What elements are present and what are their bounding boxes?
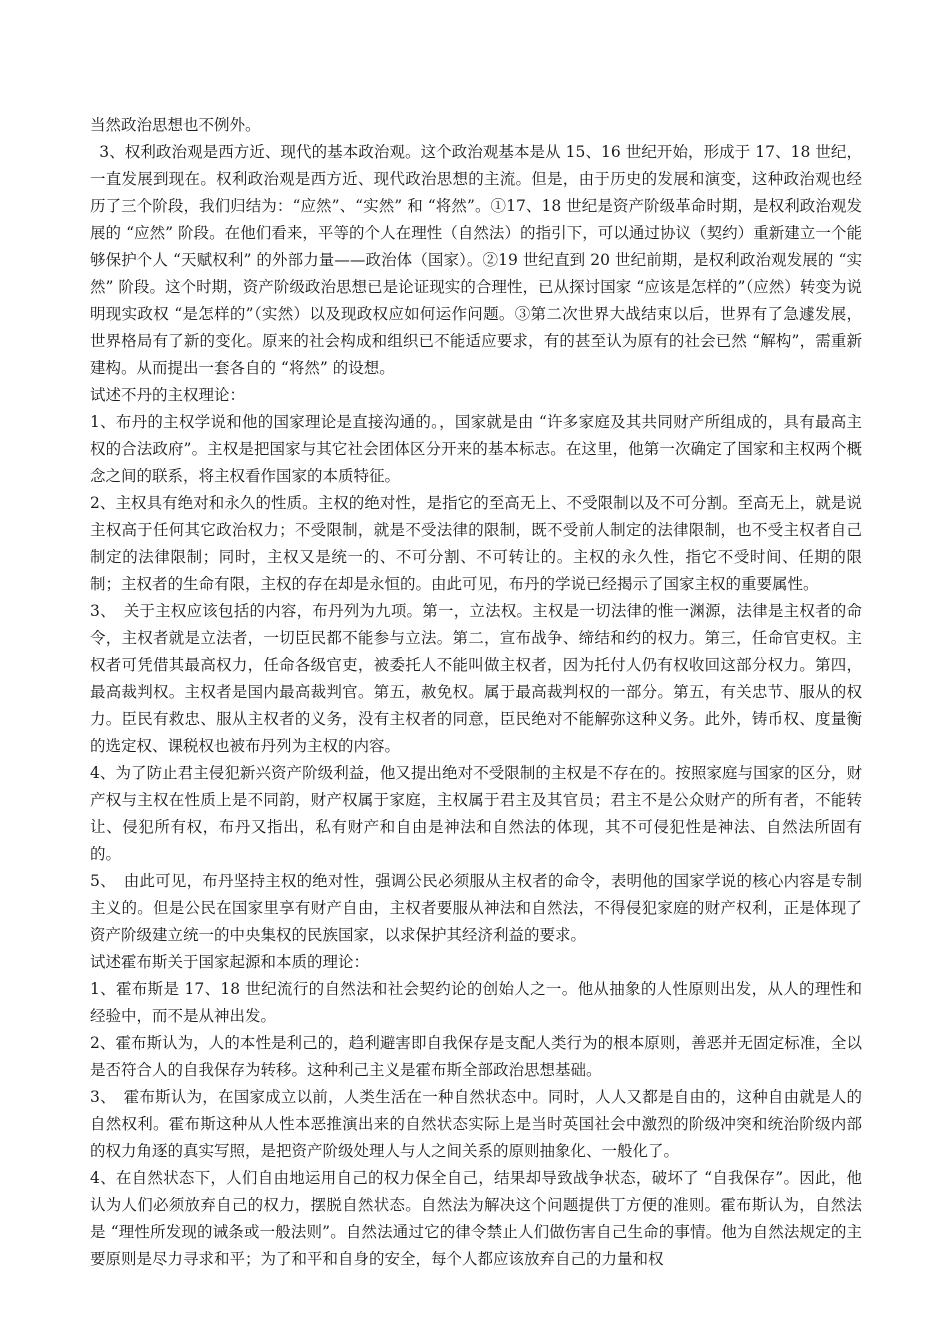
paragraph-bodin-point-2: 2、主权具有绝对和永久的性质。主权的绝对性，是指它的至高无上、不受限制以及不可分割。至高无上，就是说主权高于任何其它政治权力；不受限制，就是不受法律的限制，既不受前人制定的法律限制，也不受主权者自己制定的法律限制；同时，主权又是统一的、不可分割、不可转让的。主权的永久性，指它不受时间、任期的限制；主权者的生命有限，主权的存在却是永恒的。由此可见，布丹的学说已经揭示了国家主权的重要属性。 bbox=[90, 494, 862, 593]
paragraph-bodin-point-5: 5、 由此可见，布丹坚持主权的绝对性，强调公民必须服从主权者的命令，表明他的国家学说的核心内容是专制主义的。但是公民在国家里享有财产自由，主权者要服从神法和自然法，不得侵犯家庭的财产权利，正是体现了资产阶级建立统一的中央集权的民族国家，以求保护其经济利益的要求。 bbox=[90, 872, 862, 944]
paragraph-hobbes-point-1: 1、霍布斯是 17、18 世纪流行的自然法和社会契约论的创始人之一。他从抽象的人性原则出发，从人的理性和经验中，而不是从神出发。 bbox=[90, 980, 862, 1025]
section-heading-bodin-sovereignty: 试述不丹的主权理论： bbox=[90, 386, 246, 404]
paragraph-hobbes-point-3: 3、 霍布斯认为，在国家成立以前，人类生活在一种自然状态中。同时，人人又都是自由的，这种自由就是人的自然权利。霍布斯这种从人性本恶推演出来的自然状态实际上是当时英国社会中激烈的阶级冲突和统治阶级内部的权力角逐的真实写照，是把资产阶级处理人与人之间关系的原则抽象化、一般化了。 bbox=[90, 1088, 862, 1160]
section-heading-hobbes-state: 试述霍布斯关于国家起源和本质的理论： bbox=[90, 953, 370, 971]
paragraph-bodin-point-4: 4、为了防止君主侵犯新兴资产阶级利益，他又提出绝对不受限制的主权是不存在的。按照家庭与国家的区分，财产权与主权在性质上是不同韵，财产权属于家庭，主权属于君主及其官员；君主不是公众财产的所有者，不能转让、侵犯所有权，布丹又指出，私有财产和自由是神法和自然法的体现，其不可侵犯性是神法、自然法所固有的。 bbox=[90, 764, 862, 863]
paragraph-bodin-point-3: 3、 关于主权应该包括的内容，布丹列为九项。第一，立法权。主权是一切法律的惟一渊源，法律是主权者的命令，主权者就是立法者，一切臣民都不能参与立法。第二，宣布战争、缔结和约的权力。第三，任命官吏权。主权者可凭借其最高权力，任命各级官吏，被委托人不能叫做主权者，因为托付人仍有权收回这部分权力。第四，最高裁判权。主权者是国内最高裁判官。第五，赦免权。属于最高裁判权的一部分。第五，有关忠节、服从的权力。臣民有救忠、服从主权者的义务，没有主权者的同意，臣民绝对不能解弥这种义务。此外，铸币权、度量衡的选定权、课税权也被布丹列为主权的内容。 bbox=[90, 602, 862, 755]
paragraph-rights-political-view: 3、权利政治观是西方近、现代的基本政治观。这个政治观基本是从 15、16 世纪开始，形成于 17、18 世纪，一直发展到现在。权利政治观是西方近、现代政治思想的主流。但是，由于历史的发展和演变，这种政治观也经历了三个阶段，我们归结为：“应然”、“实然” 和 “将然”。①17、18 世纪是资产阶级革命时期，是权利政治观发展的 “应然” 阶段。在他们看来，平等的个人在理性（自然法）的指引下，可以通过协议（契约）重新建立一个能够保护个人 “天赋权利” 的外部力量——政治体（国家）。②19 世纪直到 20 世纪前期，是权利政治观发展的 “实然” 阶段。这个时期，资产阶级政治思想已是论证现实的合理性，已从探讨国家 “应该是怎样的”（应然）转变为说明现实政权 “是怎样的”（实然）以及现政权应如何运作问题。③第二次世界大战结束以后，世界有了急遽发展，世界格局有了新的变化。原来的社会构成和组织已不能适应要求，有的甚至认为原有的社会已然 “解构”，需重新建构。从而提出一套各自的 “将然” 的设想。 bbox=[90, 143, 862, 377]
paragraph-hobbes-point-4: 4、在自然状态下，人们自由地运用自己的权力保全自己，结果却导致战争状态，破坏了 “自我保存”。因此，他认为人们必须放弃自己的权力，摆脱自然状态。自然法为解决这个问题提供丁方便的准则。霍布斯认为，自然法是 “理性所发现的诫条或一般法则”。自然法通过它的律令禁止人们做伤害自己生命的事情。他为自然法规定的主要原则是尽力寻求和平；为了和平和自身的安全，每个人都应该放弃自己的力量和权 bbox=[90, 1169, 862, 1268]
paragraph-intro-continuation: 当然政治思想也不例外。 bbox=[90, 116, 261, 134]
document-page bbox=[90, 112, 862, 1273]
paragraph-bodin-point-1: 1、布丹的主权学说和他的国家理论是直接沟通的。，国家就是由 “许多家庭及其共同财产所组成的，具有最高主权的合法政府”。主权是把国家与其它社会团体区分开来的基本标志。在这里，他第一次确定了国家和主权两个概念之间的联系，将主权看作国家的本质特征。 bbox=[90, 413, 862, 485]
paragraph-hobbes-point-2: 2、霍布斯认为，人的本性是利己的，趋利避害即自我保存是支配人类行为的根本原则，善恶并无固定标准，全以是否符合人的自我保存为转移。这种利己主义是霍布斯全部政治思想基础。 bbox=[90, 1034, 862, 1079]
